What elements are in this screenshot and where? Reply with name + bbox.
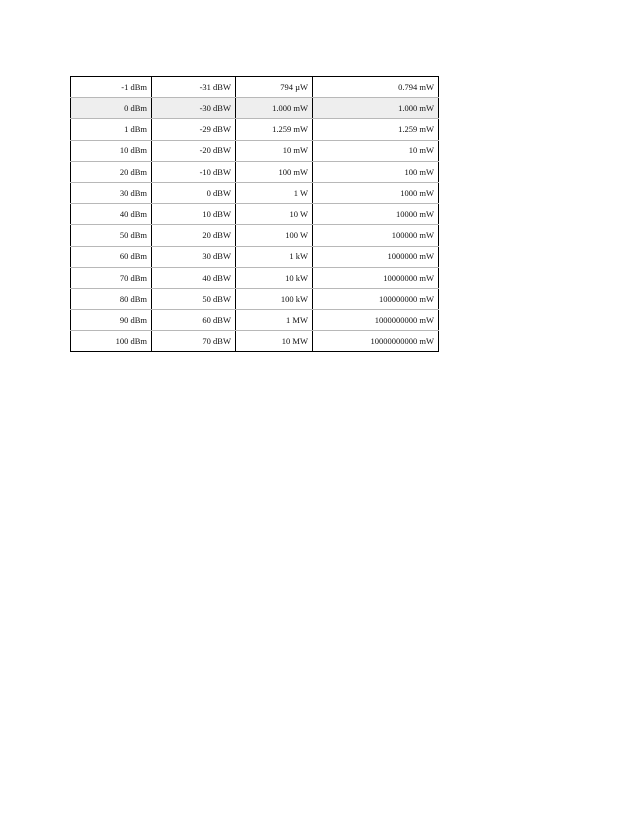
dbw-cell: 60 dBW [152, 310, 236, 331]
power-conversion-table [70, 76, 439, 352]
table-body [71, 77, 439, 352]
table-row-highlighted [71, 98, 439, 119]
power-cell: 1 kW [236, 246, 313, 267]
dbm-cell: 100 dBm [71, 331, 152, 352]
milliwatt-cell: 100000 mW [313, 225, 439, 246]
milliwatt-cell: 100 mW [313, 161, 439, 182]
power-cell: 100 W [236, 225, 313, 246]
power-cell: 1 W [236, 182, 313, 203]
table-row [71, 331, 439, 352]
dbm-cell: 1 dBm [71, 119, 152, 140]
dbw-cell: 10 dBW [152, 204, 236, 225]
power-cell: 100 mW [236, 161, 313, 182]
power-cell: 1 MW [236, 310, 313, 331]
power-cell: 100 kW [236, 288, 313, 309]
power-cell: 10 MW [236, 331, 313, 352]
milliwatt-cell: 10000000000 mW [313, 331, 439, 352]
milliwatt-cell: 10000000 mW [313, 267, 439, 288]
dbm-cell: 30 dBm [71, 182, 152, 203]
dbw-cell: 50 dBW [152, 288, 236, 309]
dbm-cell: 90 dBm [71, 310, 152, 331]
milliwatt-cell: 1000000 mW [313, 246, 439, 267]
table-row [71, 310, 439, 331]
milliwatt-cell: 1.000 mW [313, 98, 439, 119]
dbm-cell: 10 dBm [71, 140, 152, 161]
dbm-cell: -1 dBm [71, 77, 152, 98]
dbw-cell: 20 dBW [152, 225, 236, 246]
milliwatt-cell: 100000000 mW [313, 288, 439, 309]
dbw-cell: -29 dBW [152, 119, 236, 140]
power-cell: 10 W [236, 204, 313, 225]
dbm-cell: 0 dBm [71, 98, 152, 119]
power-cell: 10 mW [236, 140, 313, 161]
dbm-cell: 70 dBm [71, 267, 152, 288]
dbm-cell: 60 dBm [71, 246, 152, 267]
dbw-cell: 40 dBW [152, 267, 236, 288]
dbm-cell: 20 dBm [71, 161, 152, 182]
milliwatt-cell: 10 mW [313, 140, 439, 161]
table-row [71, 119, 439, 140]
table-row [71, 182, 439, 203]
table-row [71, 77, 439, 98]
milliwatt-cell: 1000 mW [313, 182, 439, 203]
dbw-cell: 30 dBW [152, 246, 236, 267]
dbw-cell: -10 dBW [152, 161, 236, 182]
table-row [71, 246, 439, 267]
table-row [71, 161, 439, 182]
power-cell: 10 kW [236, 267, 313, 288]
milliwatt-cell: 1.259 mW [313, 119, 439, 140]
milliwatt-cell: 1000000000 mW [313, 310, 439, 331]
dbm-cell: 40 dBm [71, 204, 152, 225]
milliwatt-cell: 10000 mW [313, 204, 439, 225]
dbw-cell: -20 dBW [152, 140, 236, 161]
power-cell: 794 µW [236, 77, 313, 98]
dbw-cell: 70 dBW [152, 331, 236, 352]
dbw-cell: -31 dBW [152, 77, 236, 98]
dbw-cell: -30 dBW [152, 98, 236, 119]
table-row [71, 140, 439, 161]
dbm-cell: 50 dBm [71, 225, 152, 246]
milliwatt-cell: 0.794 mW [313, 77, 439, 98]
table-row [71, 225, 439, 246]
power-cell: 1.000 mW [236, 98, 313, 119]
table-row [71, 267, 439, 288]
table-row [71, 204, 439, 225]
dbm-cell: 80 dBm [71, 288, 152, 309]
table-row [71, 288, 439, 309]
power-cell: 1.259 mW [236, 119, 313, 140]
dbw-cell: 0 dBW [152, 182, 236, 203]
